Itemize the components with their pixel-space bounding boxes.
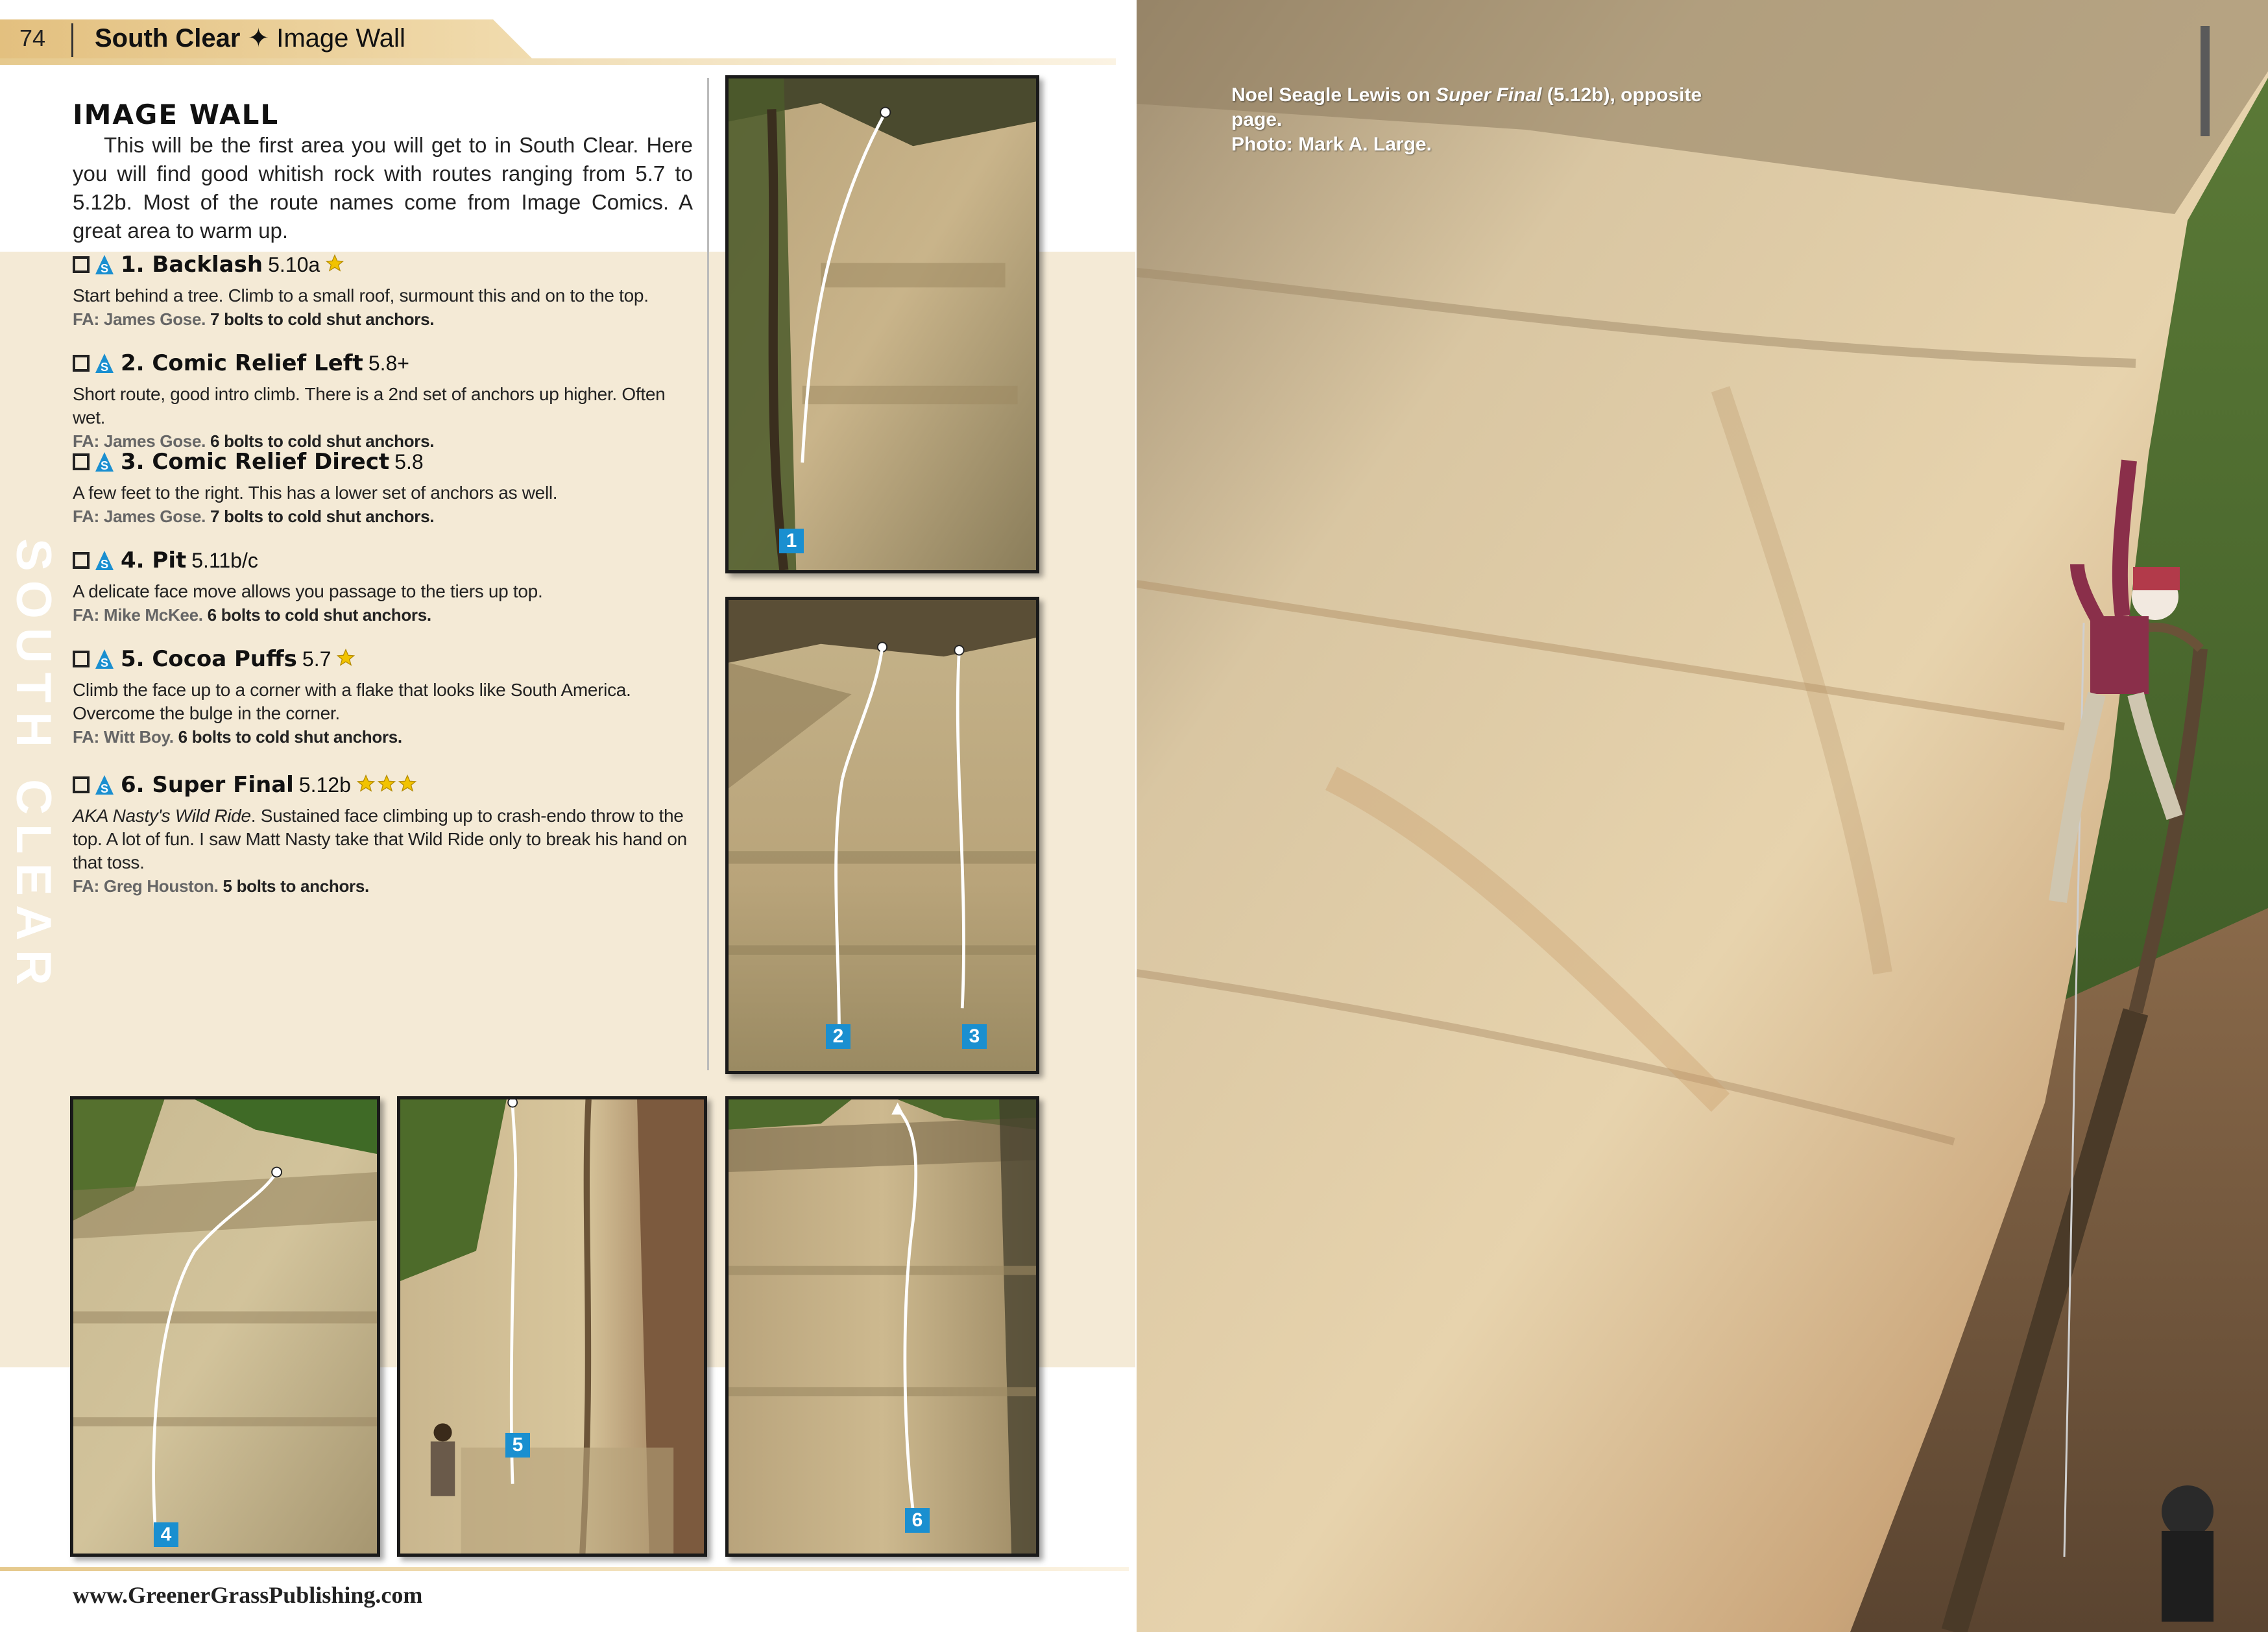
- route-entry: [73, 252, 695, 331]
- caption-climber: Noel Seagle Lewis on: [1231, 84, 1436, 106]
- route-description-text: . Sustained face climbing up to crash-endo throw to the top. A lot of fun. I saw Matt Nasty take that Wild Ride only to break his hand on that toss.: [73, 806, 687, 872]
- topo-photo-6-image: [729, 1099, 1036, 1554]
- photo-caption: [1231, 83, 1724, 157]
- first-ascent-name: FA: Mike McKee.: [73, 605, 203, 625]
- column-divider: [707, 78, 709, 1070]
- footer-url: www.GreenerGrassPublishing.com: [73, 1582, 423, 1608]
- header-rule: [0, 58, 1116, 65]
- svg-text:S: S: [100, 558, 109, 571]
- route-protection: 7 bolts to cold shut anchors.: [210, 507, 435, 526]
- section-title: IMAGE WALL: [73, 99, 280, 130]
- sport-route-icon: [95, 774, 114, 795]
- route-number-badge: 1: [779, 529, 804, 553]
- route-entry: [73, 547, 695, 627]
- route-heading: [73, 547, 695, 580]
- route-description: [73, 804, 695, 874]
- section-intro: This will be the first area you will get to in South Clear. Here you will find good whitish rock with routes ranging from 5.7 to 5.12b. Most of the route names come from Image Comics. A great area to warm up.: [73, 133, 693, 243]
- star-icon: [325, 254, 344, 273]
- sport-route-icon: [95, 649, 114, 669]
- svg-text:S: S: [100, 361, 109, 374]
- route-protection: 5 bolts to anchors.: [223, 876, 369, 896]
- first-ascent-name: FA: James Gose.: [73, 309, 206, 329]
- route-description: [73, 481, 695, 505]
- route-stars: [336, 648, 357, 671]
- topo-photo-route-5: [397, 1096, 707, 1557]
- topo-photo-route-1: [725, 75, 1039, 573]
- checkbox-icon[interactable]: [73, 651, 90, 667]
- header-wall: Image Wall: [276, 24, 405, 53]
- first-ascent-name: FA: Greg Houston.: [73, 876, 219, 896]
- route-description-text: Short route, good intro climb. There is a 2nd set of anchors up higher. Often wet.: [73, 384, 666, 427]
- svg-text:S: S: [100, 262, 109, 275]
- route-entry: [73, 646, 695, 749]
- route-protection: 6 bolts to cold shut anchors.: [210, 431, 435, 451]
- route-heading: [73, 252, 695, 284]
- sport-route-icon: [95, 550, 114, 571]
- route-number-badge: 3: [962, 1024, 987, 1049]
- svg-text:S: S: [100, 459, 109, 472]
- caption-credit: Photo: Mark A. Large.: [1231, 134, 1432, 155]
- route-grade: 5.10a: [268, 252, 320, 276]
- route-grade: 5.8: [394, 450, 424, 474]
- route-first-ascent: [73, 603, 695, 627]
- route-description: [73, 383, 695, 429]
- header-title: [95, 23, 405, 53]
- route-heading: [73, 350, 695, 383]
- route-entry: [73, 350, 695, 453]
- route-name: 4. Pit: [121, 547, 187, 573]
- route-number-badge: 4: [154, 1522, 178, 1547]
- route-description: [73, 580, 695, 603]
- route-number-badge: 6: [905, 1508, 930, 1533]
- topo-photo-2-image: [729, 600, 1036, 1071]
- svg-text:S: S: [100, 782, 109, 795]
- checkbox-icon[interactable]: [73, 256, 90, 273]
- diamond-icon: ✦: [247, 24, 270, 53]
- header-separator: [71, 23, 73, 57]
- star-icon: [356, 774, 376, 793]
- route-number-badge: 2: [826, 1024, 850, 1049]
- route-stars: [356, 774, 418, 797]
- route-first-ascent: [73, 725, 695, 749]
- side-section-label: SOUTH CLEAR: [6, 538, 61, 994]
- route-protection: 7 bolts to cold shut anchors.: [210, 309, 435, 329]
- route-grade: 5.7: [302, 647, 332, 671]
- route-name: 3. Comic Relief Direct: [121, 449, 390, 475]
- route-description-text: A delicate face move allows you passage to the tiers up top.: [73, 581, 543, 601]
- page-number: 74: [19, 25, 46, 51]
- route-entry: [73, 772, 695, 898]
- route-description-text: Climb the face up to a corner with a flake that looks like South America. Overcome the bulge in the corner.: [73, 680, 631, 723]
- route-name: 5. Cocoa Puffs: [121, 646, 297, 672]
- star-icon: [377, 774, 396, 793]
- checkbox-icon[interactable]: [73, 776, 90, 793]
- route-description: [73, 284, 695, 307]
- route-protection: 6 bolts to cold shut anchors.: [207, 605, 431, 625]
- route-first-ascent: [73, 307, 695, 331]
- topo-photo-1-image: [729, 78, 1036, 570]
- footer-rule: [0, 1567, 1129, 1571]
- route-entry: [73, 449, 695, 528]
- route-description: [73, 678, 695, 725]
- svg-text:S: S: [100, 656, 109, 669]
- first-ascent-name: FA: James Gose.: [73, 431, 206, 451]
- route-grade: 5.8+: [368, 351, 409, 375]
- route-description-text: A few feet to the right. This has a lower set of anchors as well.: [73, 483, 558, 503]
- route-name: 2. Comic Relief Left: [121, 350, 363, 376]
- climber-feature-photo: [1137, 0, 2268, 1632]
- sport-route-icon: [95, 353, 114, 374]
- topo-photo-route-4: [70, 1096, 380, 1557]
- route-grade: 5.12b: [298, 773, 351, 797]
- route-first-ascent: [73, 505, 695, 528]
- route-first-ascent: [73, 874, 695, 898]
- star-icon: [398, 774, 417, 793]
- first-ascent-name: FA: James Gose.: [73, 507, 206, 526]
- caption-route-rest: (5.12b), opposite page.: [1231, 84, 1702, 130]
- checkbox-icon[interactable]: [73, 552, 90, 569]
- climber-photo-image: [1137, 0, 2268, 1632]
- route-heading: [73, 646, 695, 678]
- route-stars: [325, 254, 346, 276]
- route-name: 6. Super Final: [121, 772, 294, 798]
- route-number-badge: 5: [505, 1433, 530, 1458]
- route-alt-name: AKA Nasty's Wild Ride: [73, 806, 251, 826]
- caption-route: Super Final: [1436, 84, 1542, 106]
- route-name: 1. Backlash: [121, 252, 263, 278]
- route-protection: 6 bolts to cold shut anchors.: [178, 727, 402, 747]
- sport-route-icon: [95, 254, 114, 275]
- first-ascent-name: FA: Witt Boy.: [73, 727, 174, 747]
- topo-photo-5-image: [400, 1099, 704, 1554]
- sport-route-icon: [95, 451, 114, 472]
- route-heading: [73, 772, 695, 804]
- topo-photo-routes-2-3: [725, 597, 1039, 1074]
- route-grade: 5.11b/c: [191, 548, 258, 572]
- checkbox-icon[interactable]: [73, 355, 90, 372]
- topo-photo-4-image: [73, 1099, 377, 1554]
- checkbox-icon[interactable]: [73, 453, 90, 470]
- route-description-text: Start behind a tree. Climb to a small roof, surmount this and on to the top.: [73, 285, 649, 306]
- topo-photo-route-6: [725, 1096, 1039, 1557]
- star-icon: [336, 648, 356, 667]
- header-area: South Clear: [95, 24, 241, 53]
- route-heading: [73, 449, 695, 481]
